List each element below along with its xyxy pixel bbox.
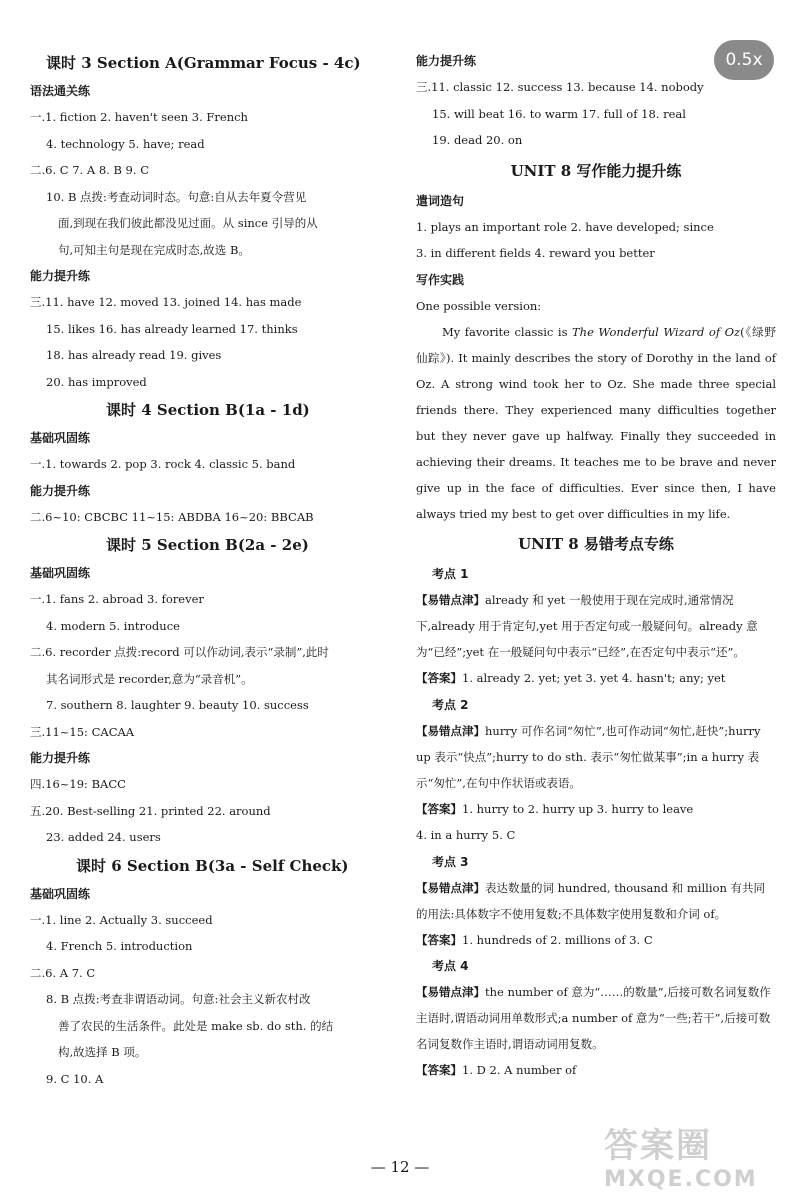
section-heading: 语法通关练 [30, 84, 91, 98]
answer-line: 一.1. fiction 2. haven't seen 3. French [30, 110, 248, 124]
answer-line: 一.1. towards 2. pop 3. rock 4. classic 5. band [30, 457, 296, 471]
answer-line: 三.11. classic 12. success 13. because 14. nobody [416, 80, 704, 94]
right-column [416, 48, 776, 1084]
answer-line: 句,可知主句是现在完成时态,故选 B。 [58, 242, 250, 257]
unit-8-errors-title: UNIT 8 易错考点专练 [518, 535, 674, 553]
point-title: 考点 2 [432, 697, 469, 712]
sample-essay: My favorite classic is The Wonderful Wizard of Oz(《绿野仙踪》). It mainly describes the story of Dorothy in the land of Oz. A strong wind took her to Oz. She made three special friends there. They experienced many difficulties together but they never gave up halfway. Finally they succeeded in achieving their dreams. It teaches me to be brave and never give up in the face of difficulties. Ever since then, I have always tried my best to get over difficulties in my life. [416, 325, 776, 521]
point-title: 考点 1 [432, 567, 469, 581]
answer-line: 10. B 点拨:考查动词时态。句意:自从去年夏令营见 [46, 189, 307, 204]
answer-line: 9. C 10. A [46, 1071, 104, 1086]
unit-8-writing-title: UNIT 8 写作能力提升练 [510, 161, 682, 180]
lesson-6-title: 课时 6 Section B(3a - Self Check) [76, 856, 349, 875]
answer-line: 4. technology 5. have; read [46, 136, 205, 151]
answer-line: 20. has improved [46, 374, 147, 389]
point-explanation: 【易错点津】the number of 意为“……的数量”,后接可数名词复数作主语时,谓语动词用单数形式;a number of 意为“一些;若干”,后接可数名词复数作主语时,谓语动词用复数。 [416, 985, 771, 1051]
answer-line: 15. will beat 16. to warm 17. full of 18. real [432, 106, 686, 121]
answer-line: 1. plays an important role 2. have developed; since [416, 219, 714, 234]
answer-line: 23. added 24. users [46, 830, 161, 844]
answer-line: 8. B 点拨:考查非谓语动词。句意:社会主义新农村改 [46, 992, 311, 1006]
point-title: 考点 3 [432, 854, 469, 869]
answer-line: 3. in different fields 4. reward you better [416, 246, 655, 260]
point-explanation: 【易错点津】already 和 yet 一般使用于现在完成时,通常情况下,already 用于肯定句,yet 用于否定句或一般疑问句。already 意为“已经”;yet 在一般疑问句中表示“已经”,在否定句中表示“还”。 [416, 593, 758, 659]
point-explanation: 【易错点津】表达数量的词 hundred, thousand 和 million 有共同的用法:具体数字不使用复数;不具体数字使用复数和介词 of。 [416, 880, 766, 921]
point-explanation: 【易错点津】hurry 可作名词“匆忙”,也可作动词“匆忙,赶快”;hurry up 表示“快点”;hurry to do sth. 表示“匆忙做某事”;in a hurry 表示“匆忙”,在句中作状语或表语。 [416, 723, 761, 790]
answer-line: 面,到现在我们彼此都没见过面。从 since 引导的从 [58, 216, 318, 230]
section-heading: 基础巩固练 [30, 886, 91, 901]
answer-line: 二.6~10: CBCBC 11~15: ABDBA 16~20: BBCAB [30, 509, 314, 524]
book-title: The Wonderful Wizard of Oz [572, 325, 741, 339]
point-answer: 4. in a hurry 5. C [416, 828, 516, 842]
point-answer: 【答案】1. D 2. A number of [416, 1063, 577, 1077]
lesson-3-title: 课时 3 Section A(Grammar Focus - 4c) [46, 54, 361, 72]
answer-line: 构,故选择 B 项。 [58, 1045, 147, 1059]
answer-line: 四.16~19: BACC [30, 777, 126, 791]
answer-line: 二.6. recorder 点拨:record 可以作动词,表示“录制”,此时 [30, 645, 329, 659]
point-answer: 【答案】1. hurry to 2. hurry up 3. hurry to leave [416, 801, 694, 816]
section-heading: 能力提升练 [30, 269, 91, 283]
point-answer: 【答案】1. hundreds of 2. millions of 3. C [416, 932, 653, 947]
answer-line: 其名词形式是 recorder,意为“录音机”。 [46, 671, 253, 686]
answer-line: 19. dead 20. on [432, 133, 523, 147]
point-answer: 【答案】1. already 2. yet; yet 3. yet 4. hasn't; any; yet [416, 671, 726, 685]
left-column [30, 48, 402, 1092]
section-heading: 能力提升练 [30, 483, 91, 498]
lesson-5-title: 课时 5 Section B(2a - 2e) [106, 536, 309, 554]
section-heading: 写作实践 [416, 272, 465, 287]
answer-line: 三.11. have 12. moved 13. joined 14. has made [30, 295, 302, 309]
answer-line: 15. likes 16. has already learned 17. thinks [46, 321, 298, 336]
zoom-indicator[interactable]: 0.5x [714, 40, 774, 80]
answer-line: 善了农民的生活条件。此处是 make sb. do sth. 的结 [58, 1018, 334, 1033]
section-heading: 能力提升练 [416, 54, 477, 68]
answer-line: 4. modern 5. introduce [46, 618, 180, 633]
section-heading: 遣词造句 [416, 193, 465, 208]
section-heading: 基础巩固练 [30, 566, 91, 580]
section-heading: 基础巩固练 [30, 431, 91, 445]
answer-line: 二.6. C 7. A 8. B 9. C [30, 163, 149, 177]
watermark-logo: 答案圈 MXQE.COM [604, 1126, 758, 1192]
answer-line: 4. French 5. introduction [46, 939, 193, 953]
answer-line: 一.1. fans 2. abroad 3. forever [30, 592, 204, 606]
answer-line: 一.1. line 2. Actually 3. succeed [30, 912, 213, 927]
answer-line: 18. has already read 19. gives [46, 348, 222, 362]
section-heading: 能力提升练 [30, 751, 91, 765]
answer-line: 三.11~15: CACAA [30, 724, 135, 739]
lesson-4-title: 课时 4 Section B(1a - 1d) [106, 401, 310, 419]
page-number: — 12 — [370, 1158, 430, 1176]
answer-line: 五.20. Best-selling 21. printed 22. around [30, 803, 271, 818]
answer-line: 二.6. A 7. C [30, 965, 96, 980]
essay-intro: One possible version: [416, 298, 542, 313]
point-title: 考点 4 [432, 959, 469, 973]
answer-line: 7. southern 8. laughter 9. beauty 10. success [46, 698, 309, 712]
